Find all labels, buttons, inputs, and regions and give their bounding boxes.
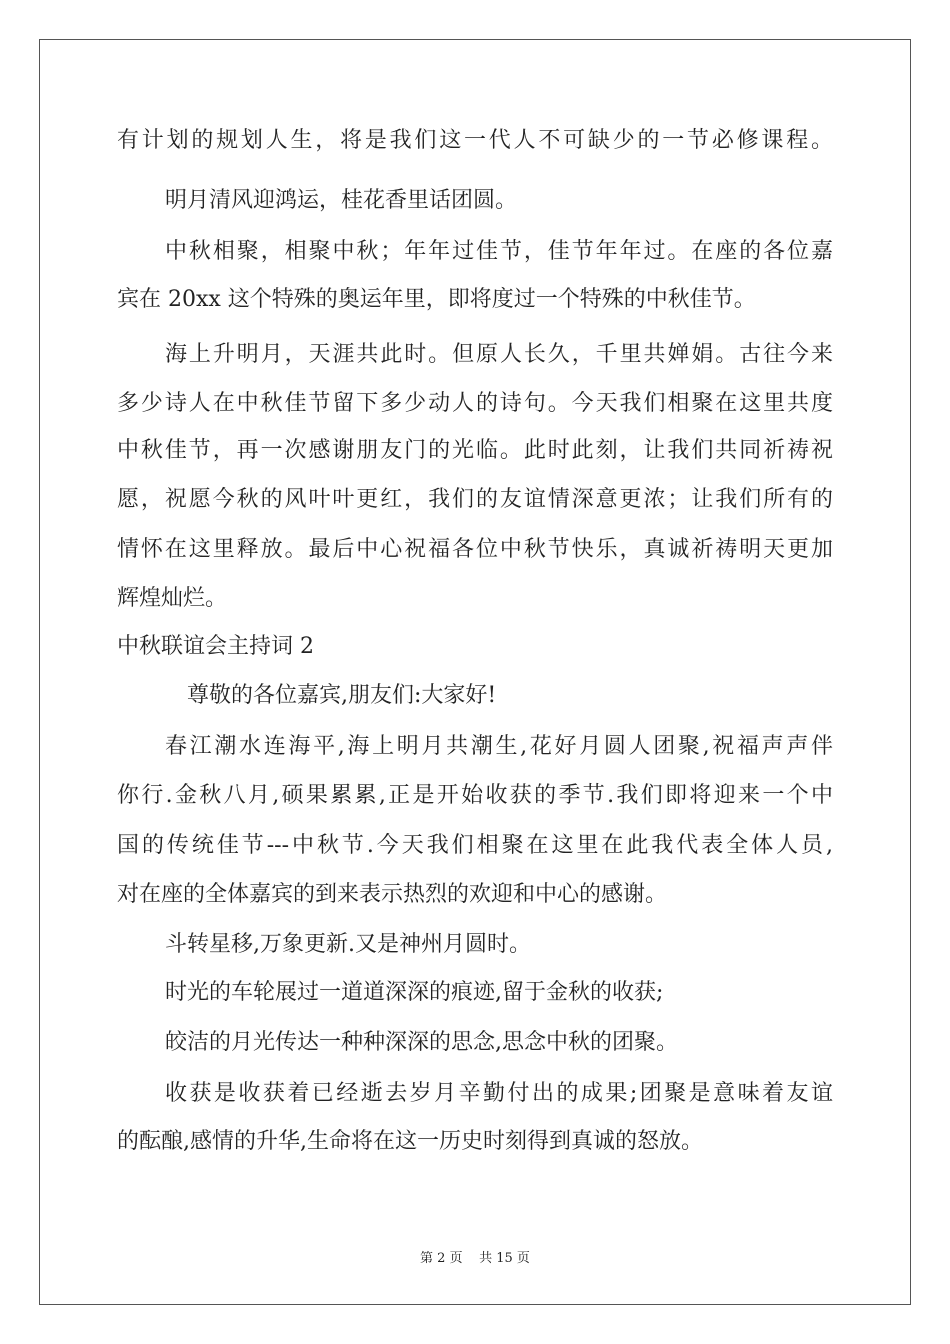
text-line: 中秋相聚，相聚中秋；年年过佳节，佳节年年过。在座的各位嘉	[165, 239, 833, 264]
text-line: 宾在 20xx 这个特殊的奥运年里，即将度过一个特殊的中秋佳节。	[117, 287, 756, 312]
text-line: 皎洁的月光传达一种种深深的思念,思念中秋的团聚。	[165, 1030, 678, 1055]
text-line: 春江潮水连海平,海上明月共潮生,花好月圆人团聚,祝福声声伴	[165, 734, 833, 759]
page-total: 共 15 页	[479, 1251, 530, 1266]
text-line: 国的传统佳节---中秋节.今天我们相聚在这里在此我代表全体人员,	[117, 833, 833, 858]
text-line: 对在座的全体嘉宾的到来表示热烈的欢迎和中心的感谢。	[117, 882, 668, 907]
text-line: 情怀在这里释放。最后中心祝福各位中秋节快乐，真诚祈祷明天更加	[117, 537, 833, 562]
page-number: 第 2 页	[420, 1251, 463, 1266]
text-line: 你行.金秋八月,硕果累累,正是开始收获的季节.我们即将迎来一个中	[117, 783, 833, 808]
text-line: 愿，祝愿今秋的风叶叶更红，我们的友谊情深意更浓；让我们所有的	[117, 487, 833, 512]
section-heading: 中秋联谊会主持词 2	[117, 634, 314, 659]
text-line: 收获是收获着已经逝去岁月辛勤付出的成果;团聚是意味着友谊	[165, 1081, 833, 1106]
page-footer	[0, 1247, 950, 1266]
text-line: 海上升明月，天涯共此时。但原人长久，千里共婵娟。古往今来	[165, 342, 833, 367]
text-line: 多少诗人在中秋佳节留下多少动人的诗句。今天我们相聚在这里共度	[117, 391, 833, 416]
text-line: 时光的车轮展过一道道深深的痕迹,留于金秋的收获;	[165, 980, 664, 1005]
text-line: 有计划的规划人生，将是我们这一代人不可缺少的一节必修课程。	[117, 128, 833, 153]
text-line: 的酝酿,感情的升华,生命将在这一历史时刻得到真诚的怒放。	[117, 1129, 703, 1154]
text-line: 斗转星移,万象更新.又是神州月圆时。	[165, 932, 531, 957]
text-line: 中秋佳节，再一次感谢朋友门的光临。此时此刻，让我们共同祈祷祝	[117, 438, 833, 463]
page-border	[39, 39, 911, 1305]
text-line: 尊敬的各位嘉宾,朋友们:大家好!	[187, 683, 497, 708]
text-line: 辉煌灿烂。	[117, 586, 228, 611]
text-line: 明月清风迎鸿运，桂花香里话团圆。	[165, 188, 518, 213]
